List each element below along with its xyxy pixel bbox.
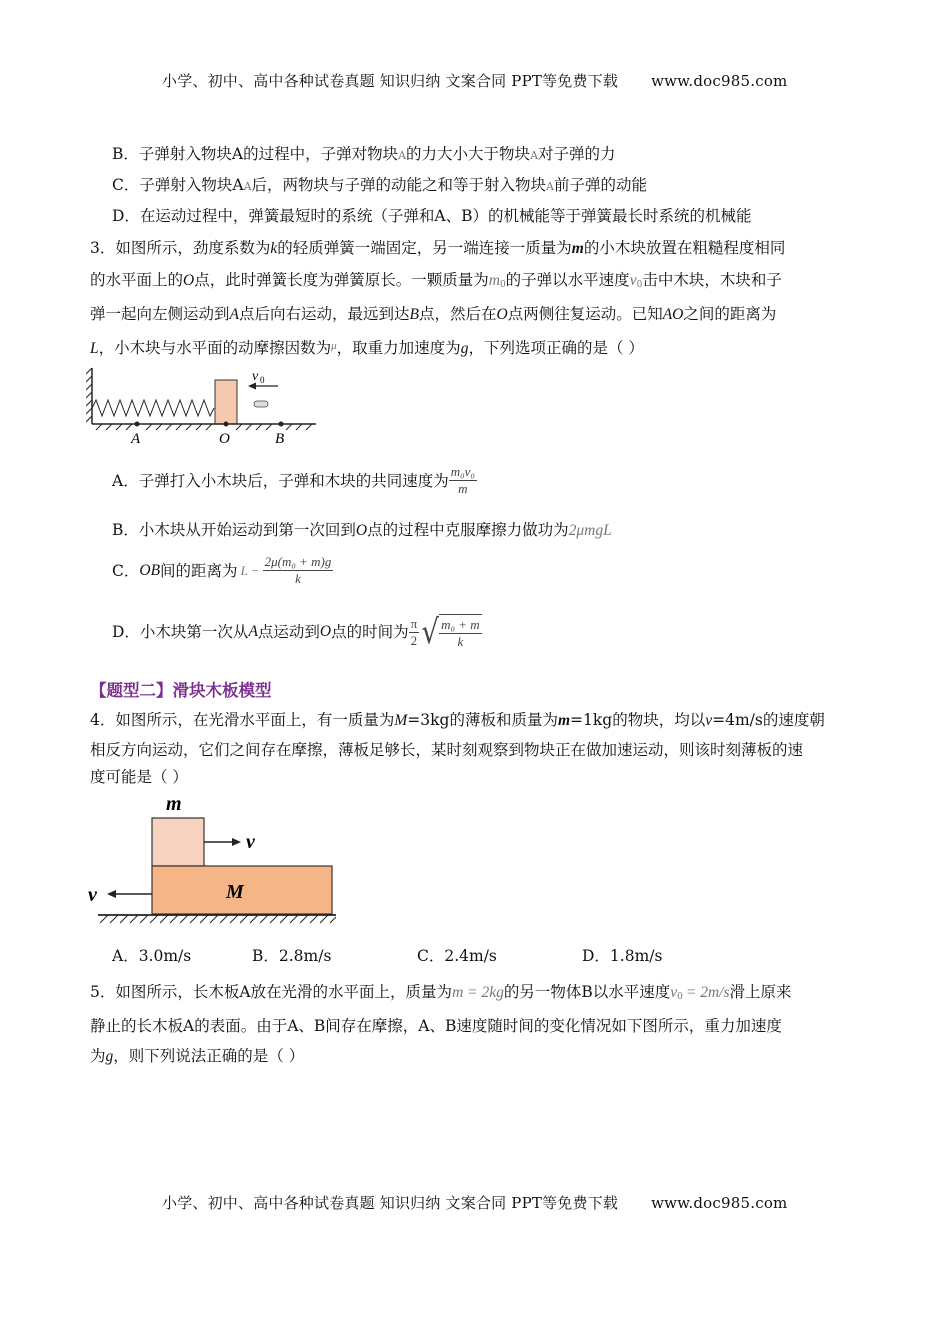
q2-b-part3: 对子弹的力 bbox=[538, 145, 616, 163]
q4-line2: 相反方向运动，它们之间存在摩擦，薄板足够长，某时刻观察到物块正在做加速运动，则该时刻薄板的速 bbox=[90, 741, 804, 759]
q3-l2a: 的水平面上的 bbox=[90, 271, 184, 289]
q3-optd-2: 点运动到 bbox=[257, 623, 320, 641]
fracD-den: k bbox=[457, 634, 464, 649]
q3-m0-sub: 0 bbox=[499, 280, 506, 290]
q5-l3b: ，则下列说法正确的是（ ） bbox=[113, 1047, 305, 1065]
q3-ao: AO bbox=[662, 306, 684, 323]
q2-b-part1: B．子弹射入物块A的过程中，子弹对物块 bbox=[112, 145, 399, 163]
q3-o: O bbox=[183, 272, 195, 289]
fig4-v-right: v bbox=[246, 831, 255, 853]
q4-v: v bbox=[705, 712, 713, 729]
q3-option-c bbox=[112, 554, 333, 587]
q3-optc-ob: OB bbox=[139, 561, 161, 579]
fracA-num: m₀v₀ bbox=[450, 464, 475, 479]
q3-l4c: ，下列选项正确的是（ ） bbox=[468, 339, 644, 357]
q2-c-part3: 前子弹的动能 bbox=[553, 176, 647, 194]
fig3-v0-sub: 0 bbox=[260, 375, 265, 385]
footer-site[interactable]: www.doc985.com bbox=[651, 1194, 788, 1212]
q3-l2b: 点，此时弹簧长度为弹簧原长。一颗质量为 bbox=[194, 271, 489, 289]
q4-l1b: =3kg的薄板和质量为 bbox=[407, 711, 558, 729]
fig3-label-a: A bbox=[131, 431, 141, 446]
q3-mu: μ bbox=[331, 340, 337, 352]
fracD-two: 2 bbox=[410, 632, 418, 648]
glyph-a4: A bbox=[546, 180, 554, 193]
q3-optc-1: C． bbox=[112, 561, 140, 580]
q5-l1c: 滑上原来 bbox=[729, 983, 792, 1001]
section-title: 【题型二】滑块木板模型 bbox=[90, 681, 272, 700]
q3-l1c: 的小木块放置在粗糙程度相同 bbox=[583, 239, 786, 257]
q5-line1 bbox=[90, 982, 792, 1007]
q3-l3e: 之间的距离为 bbox=[683, 305, 777, 323]
q5-line3 bbox=[90, 1046, 304, 1067]
q4-M: M bbox=[394, 712, 408, 729]
glyph-a2: A bbox=[530, 149, 539, 162]
glyph-a3: A bbox=[243, 180, 252, 193]
q5-l1a: 5．如图所示，长木板A放在光滑的水平面上，质量为 bbox=[90, 983, 453, 1001]
q3-g: g bbox=[460, 340, 469, 357]
q3-optb-o: O bbox=[355, 522, 368, 539]
q3-optd-o: O bbox=[319, 623, 332, 640]
q4-board-figure bbox=[84, 788, 340, 928]
fracC-den: k bbox=[295, 571, 301, 586]
q5-g: g bbox=[105, 1048, 114, 1065]
fig3-label-o: O bbox=[219, 431, 230, 446]
q5-line2: 静止的长木板A的表面。由于A、B间存在摩擦，A、B速度随时间的变化情况如下图所示，重力加速度 bbox=[90, 1017, 782, 1035]
q3-optd-sqrt-fraction bbox=[439, 614, 482, 650]
fig3-v0-label: v bbox=[252, 369, 259, 384]
q4-l1d: =4m/s的速度朝 bbox=[712, 711, 825, 729]
q3-optd-a: A bbox=[248, 623, 258, 640]
q3-option-a bbox=[112, 464, 477, 497]
q4-l1c: =1kg的物块，均以 bbox=[570, 711, 706, 729]
q4-option-b: B．2.8m/s bbox=[252, 947, 332, 965]
q3-l1a: 3．如图所示，劲度系数为 bbox=[90, 239, 271, 257]
q3-spring-figure bbox=[86, 364, 321, 446]
fracA-den: m bbox=[458, 481, 468, 496]
q5-l1b: 的另一物体B以水平速度 bbox=[503, 983, 671, 1001]
page-footer bbox=[162, 1192, 787, 1213]
q3-l1b: 的轻质弹簧一端固定，另一端连接一质量为 bbox=[277, 239, 572, 257]
q3-option-d bbox=[112, 611, 482, 652]
q3-l: L bbox=[90, 340, 99, 357]
q5-mexpr: m = 2kg bbox=[452, 984, 504, 1001]
q2-option-c bbox=[112, 175, 647, 197]
q3-optb-2: 点的过程中克服摩擦力做功为 bbox=[367, 521, 569, 539]
header-text: 小学、初中、高中各种试卷真题 知识归纳 文案合同 PPT等免费下载 bbox=[162, 72, 619, 90]
q3-v0: v bbox=[629, 272, 637, 289]
q4-option-a: A．3.0m/s bbox=[112, 947, 192, 965]
q4-l1a: 4．如图所示，在光滑水平面上，有一质量为 bbox=[90, 711, 395, 729]
q3-optd-3: 点的时间为 bbox=[331, 623, 409, 641]
q3-b: B bbox=[409, 306, 419, 323]
fig4-M-label: M bbox=[226, 881, 244, 903]
fracC-pre: L − bbox=[240, 562, 260, 578]
header-site[interactable]: www.doc985.com bbox=[651, 72, 788, 90]
q4-line3: 度可能是（ ） bbox=[90, 768, 188, 786]
q3-l3c: 点，然后在 bbox=[418, 305, 497, 323]
q2-c-part1: C．子弹射入物块A bbox=[112, 176, 244, 194]
fracC-num: 2μ(m₀ + m)g bbox=[264, 554, 332, 569]
q4-option-d: D．1.8m/s bbox=[582, 947, 663, 965]
q4-option-c: C．2.4m/s bbox=[417, 947, 497, 965]
q3-optc-3: 间的距离为 bbox=[160, 561, 238, 580]
q5-v0: v bbox=[670, 984, 678, 1001]
q3-line1 bbox=[90, 238, 785, 259]
page-header bbox=[162, 70, 787, 91]
q3-optd-1: D．小木块第一次从 bbox=[112, 623, 249, 641]
q3-l3b: 点后向右运动，最远到达 bbox=[238, 305, 410, 323]
q3-l2c: 的子弹以水平速度 bbox=[505, 271, 630, 289]
q3-m: m bbox=[571, 240, 584, 257]
q3-l3a: 弹一起向左侧运动到 bbox=[90, 305, 230, 323]
q3-m0: m bbox=[488, 272, 500, 289]
fig4-m-label: m bbox=[166, 793, 182, 815]
q3-option-b bbox=[112, 520, 612, 541]
q3-l4a: ，小木块与水平面的动摩擦因数为 bbox=[98, 339, 332, 357]
q3-line2 bbox=[90, 270, 782, 295]
q3-optb-1: B．小木块从开始运动到第一次回到 bbox=[112, 521, 356, 539]
q4-m: m bbox=[557, 712, 571, 729]
q3-a: A bbox=[229, 306, 239, 323]
q3-o2: O bbox=[496, 306, 508, 323]
q3-optd-pi-fraction bbox=[409, 616, 420, 649]
fig4-v-left: v bbox=[88, 884, 97, 906]
footer-text: 小学、初中、高中各种试卷真题 知识归纳 文案合同 PPT等免费下载 bbox=[162, 1194, 619, 1212]
q3-optb-expr: 2μmgL bbox=[568, 522, 612, 539]
q3-v0-sub: 0 bbox=[636, 280, 643, 290]
q2-option-b bbox=[112, 144, 616, 166]
q3-line3 bbox=[90, 304, 776, 325]
q2-b-part2: 的力大小大于物块 bbox=[406, 145, 531, 163]
q2-c-part2: 后，两物块与子弹的动能之和等于射入物块 bbox=[251, 176, 547, 194]
fracD-pi: π bbox=[410, 615, 418, 631]
q3-opta-text: A．子弹打入小木块后，子弹和木块的共同速度为 bbox=[112, 471, 449, 490]
glyph-a: A bbox=[398, 149, 407, 162]
q3-l4b: ，取重力加速度为 bbox=[336, 339, 461, 357]
q3-l3d: 点两侧往复运动。已知 bbox=[507, 305, 663, 323]
q3-line4 bbox=[90, 336, 644, 359]
q3-optc-fraction bbox=[263, 554, 334, 587]
q5-l3a: 为 bbox=[90, 1047, 106, 1065]
q3-l2d: 击中木块，木块和子 bbox=[642, 271, 782, 289]
fracD-num: m₀ + m bbox=[441, 617, 480, 632]
q3-opta-fraction bbox=[449, 464, 477, 497]
q3-k: k bbox=[270, 240, 278, 257]
fig3-label-b: B bbox=[275, 431, 285, 446]
q4-line1 bbox=[90, 710, 825, 731]
q5-v0-sub: 0 bbox=[677, 992, 683, 1002]
q2-option-d: D．在运动过程中，弹簧最短时的系统（子弹和A、B）的机械能等于弹簧最长时系统的机械能 bbox=[112, 207, 752, 225]
q5-vexpr: = 2m/s bbox=[685, 984, 730, 1001]
sqrt-icon: √ bbox=[421, 611, 440, 652]
